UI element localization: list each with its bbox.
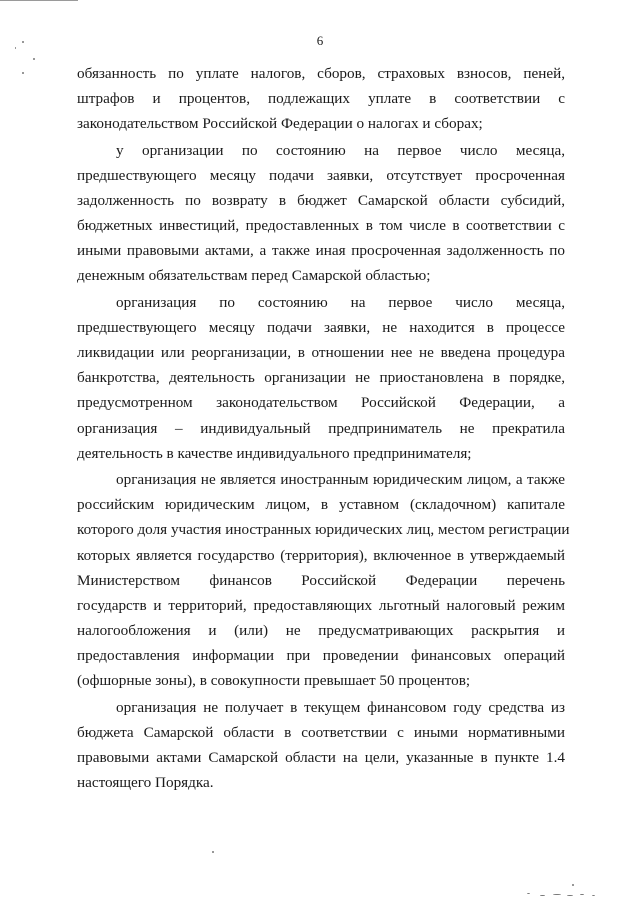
text-line: задолженность по возврату в бюджет Самарской области субсидий, (77, 192, 565, 210)
text-line: настоящего Порядка. (77, 774, 214, 791)
text-line: бюджета Самарской области в соответствии с иными нормативными (77, 723, 565, 741)
scan-speck (540, 895, 545, 896)
text-line: налогообложения и (или) не предусматривающих раскрытия и (77, 621, 565, 639)
text-line: штрафов и процентов, подлежащих уплате в соответствии с (77, 90, 565, 108)
text-line: организация не получает в текущем финансовом году средства из (116, 698, 565, 716)
scan-speck (33, 58, 35, 60)
text-line: ликвидации или реорганизации, в отношении нее не введена процедура (77, 344, 565, 362)
text-line: законодательством Российской Федерации о налогах и сборах; (77, 115, 483, 133)
scan-speck (15, 47, 16, 49)
text-line: обязанность по уплате налогов, сборов, страховых взносов, пеней, (77, 65, 565, 82)
scan-speck (572, 884, 574, 886)
scan-speck (22, 72, 24, 74)
scan-edge-line (0, 0, 78, 1)
scan-speck (567, 895, 573, 896)
text-line: предоставления информации при проведении финансовых операций (77, 646, 565, 664)
scan-speck (580, 894, 584, 895)
text-line: (офшорные зоны), в совокупности превышает 50 процентов; (77, 672, 471, 690)
text-line: организация по состоянию на первое число месяца, (116, 294, 565, 312)
scan-speck (553, 894, 561, 895)
text-line: организация – индивидуальный предприниматель не прекратила (77, 419, 565, 437)
text-line: предусмотренном законодательством Российской Федерации, а (77, 394, 565, 412)
text-line: бюджетных инвестиций, предоставленных в том числе в соответствии с (77, 217, 565, 235)
scan-speck (527, 893, 530, 894)
text-line: предшествующего месяцу подачи заявки, отсутствует просроченная (77, 166, 565, 184)
text-line: которого доля участия иностранных юридических лиц, местом регистрации (77, 521, 570, 539)
text-line: организация не является иностранным юридическим лицом, а также (116, 471, 565, 489)
text-line: государств и территорий, предоставляющих льготный налоговый режим (77, 596, 565, 614)
page-number: 6 (316, 33, 324, 48)
text-line: Министерством финансов Российской Федерации перечень (77, 571, 565, 589)
text-line: у организации по состоянию на первое число месяца, (116, 141, 565, 159)
scan-speck (592, 895, 595, 896)
text-line: российским юридическим лицом, в уставном (складочном) капитале (77, 496, 565, 514)
text-line: иными правовыми актами, а также иная просроченная задолженность по (77, 242, 565, 260)
text-line: правовыми актами Самарской области на цели, указанные в пункте 1.4 (77, 748, 565, 766)
text-line: банкротства, деятельность организации не приостановлена в порядке, (77, 369, 565, 387)
scan-speck (212, 851, 214, 853)
text-line: денежным обязательствам перед Самарской областью; (77, 267, 431, 285)
text-line: которых является государство (территория), включенное в утверждаемый (77, 546, 565, 564)
scan-speck (22, 41, 24, 43)
text-line: предшествующего месяцу подачи заявки, не находится в процессе (77, 319, 565, 337)
text-line: деятельность в качестве индивидуального предпринимателя; (77, 444, 472, 462)
body-text (77, 61, 570, 795)
